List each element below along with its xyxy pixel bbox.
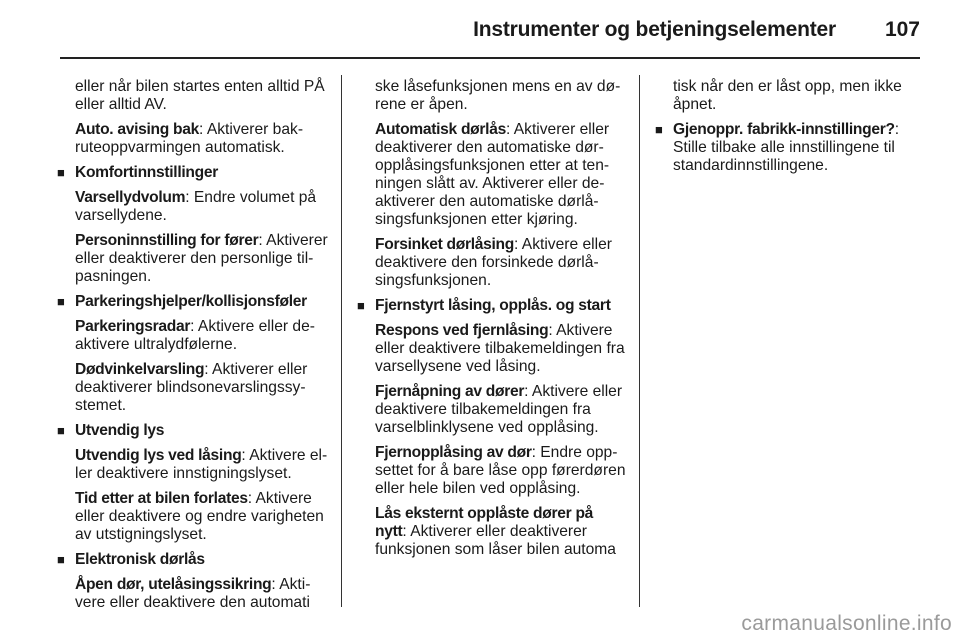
paragraph [356, 444, 626, 498]
term: Respons ved fjernlåsing [375, 322, 549, 339]
term: Auto. avising bak [75, 121, 200, 138]
description: : Aktiverer eller deaktiverer blindsonevarslingssystemet. [75, 361, 308, 414]
description: : Aktivere eller deaktivere og endre varigheten av utstigningslyset. [75, 490, 324, 543]
column-divider-2 [639, 75, 640, 607]
description: : Aktivere eller deaktivere innstigningslyset. [75, 447, 328, 482]
paragraph [356, 121, 626, 229]
paragraph: eller når bilen startes enten alltid PÅ eller alltid AV. [75, 78, 325, 113]
bullet-icon: ■ [655, 122, 663, 137]
description: : Aktivere eller deaktivere den automati [75, 576, 311, 611]
bullet-icon: ■ [57, 423, 65, 438]
paragraph [356, 322, 626, 376]
header-rule [60, 57, 920, 59]
paragraph [356, 236, 626, 290]
description: : Aktivere eller deaktivere tilbakemeldingen fra varsellysene ved låsing. [375, 322, 625, 375]
bullet-heading: ■ Gjenoppr. fabrikk-innstillinger?: Stille tilbake alle innstillingene til standardinnstillingene. [655, 121, 900, 174]
term: Dødvinkelvarsling [75, 361, 205, 378]
paragraph: tisk når den er låst opp, men ikke åpnet. [673, 78, 902, 113]
bullet-icon: ■ [57, 294, 65, 309]
page-number: 107 [884, 18, 920, 41]
paragraph [356, 383, 626, 437]
description: Stille tilbake alle innstillingene til standardinnstillingene. [673, 139, 895, 174]
bullet-icon: ■ [57, 165, 65, 180]
bullet-icon: ■ [357, 298, 365, 313]
term: Lås eksternt opplåste dører på nytt [375, 505, 594, 540]
description: : Aktiverer bakruteoppvarmingen automatisk. [75, 121, 304, 156]
description: : Aktivere eller deaktivere tilbakemeldingen fra varselblinklysene ved opplåsing. [375, 383, 623, 436]
description: : Endre volumet på varsellydene. [75, 189, 317, 224]
paragraph [56, 361, 328, 415]
paragraph [356, 505, 626, 559]
paragraph: ske låsefunksjonen mens en av dørene er åpen. [375, 78, 621, 113]
description: : Aktivere eller deaktivere ultralydfølerne. [75, 318, 315, 353]
column-divider-1 [341, 75, 342, 607]
page-title: Instrumenter og betjeningselementer [473, 18, 836, 41]
paragraph [56, 189, 328, 225]
term: Utvendig lys ved låsing [75, 447, 242, 464]
term: Fjernopplåsing av dør [375, 444, 532, 461]
term: Tid etter at bilen forlates [75, 490, 248, 507]
bullet-heading: ■ Fjernstyrt låsing, opplås. og start [357, 297, 611, 314]
paragraph [56, 121, 328, 157]
term: Forsinket dørlåsing [375, 236, 514, 253]
paragraph [56, 232, 328, 286]
paragraph [56, 447, 328, 483]
column-1 [56, 78, 328, 619]
bullet-icon: ■ [57, 552, 65, 567]
description: : Aktivere eller deaktivere den forsinkede dørlåsingsfunksjonen. [375, 236, 612, 289]
term: Personinnstilling for fører [75, 232, 259, 249]
term: Automatisk dørlås [375, 121, 506, 138]
watermark: carmanualsonline.info [741, 612, 952, 635]
term: Parkeringsradar [75, 318, 191, 335]
paragraph [56, 318, 328, 354]
paragraph [56, 576, 328, 612]
description: : Endre oppsettet for å bare låse opp førerdøren eller hele bilen ved opplåsing. [375, 444, 626, 497]
term: Åpen dør, utelåsingssikring [75, 576, 272, 593]
page-header [60, 0, 920, 60]
term: Fjernåpning av dører [375, 383, 525, 400]
column-3 [654, 78, 916, 182]
paragraph [56, 490, 328, 544]
term: Varsellydvolum [75, 189, 186, 206]
column-2 [356, 78, 626, 566]
bullet-heading: ■ Parkeringshjelper/kollisjonsføler [57, 293, 307, 310]
description: : Aktiverer eller deaktiverer funksjonen som låser bilen automa [375, 523, 616, 558]
description: : Aktiverer eller deaktiverer den personlige tilpasningen. [75, 232, 328, 285]
bullet-heading: ■ Elektronisk dørlås [57, 551, 205, 568]
bullet-heading: ■ Utvendig lys [57, 422, 165, 439]
bullet-heading: ■ Komfortinnstillinger [57, 164, 219, 181]
description: : Aktiverer eller deaktiverer den automatiske døropplåsingsfunksjonen etter at tenningen slått av. Aktiverer eller deaktiverer den automatiske dørlåsingsfunksjonen etter kjøring. [375, 121, 610, 228]
